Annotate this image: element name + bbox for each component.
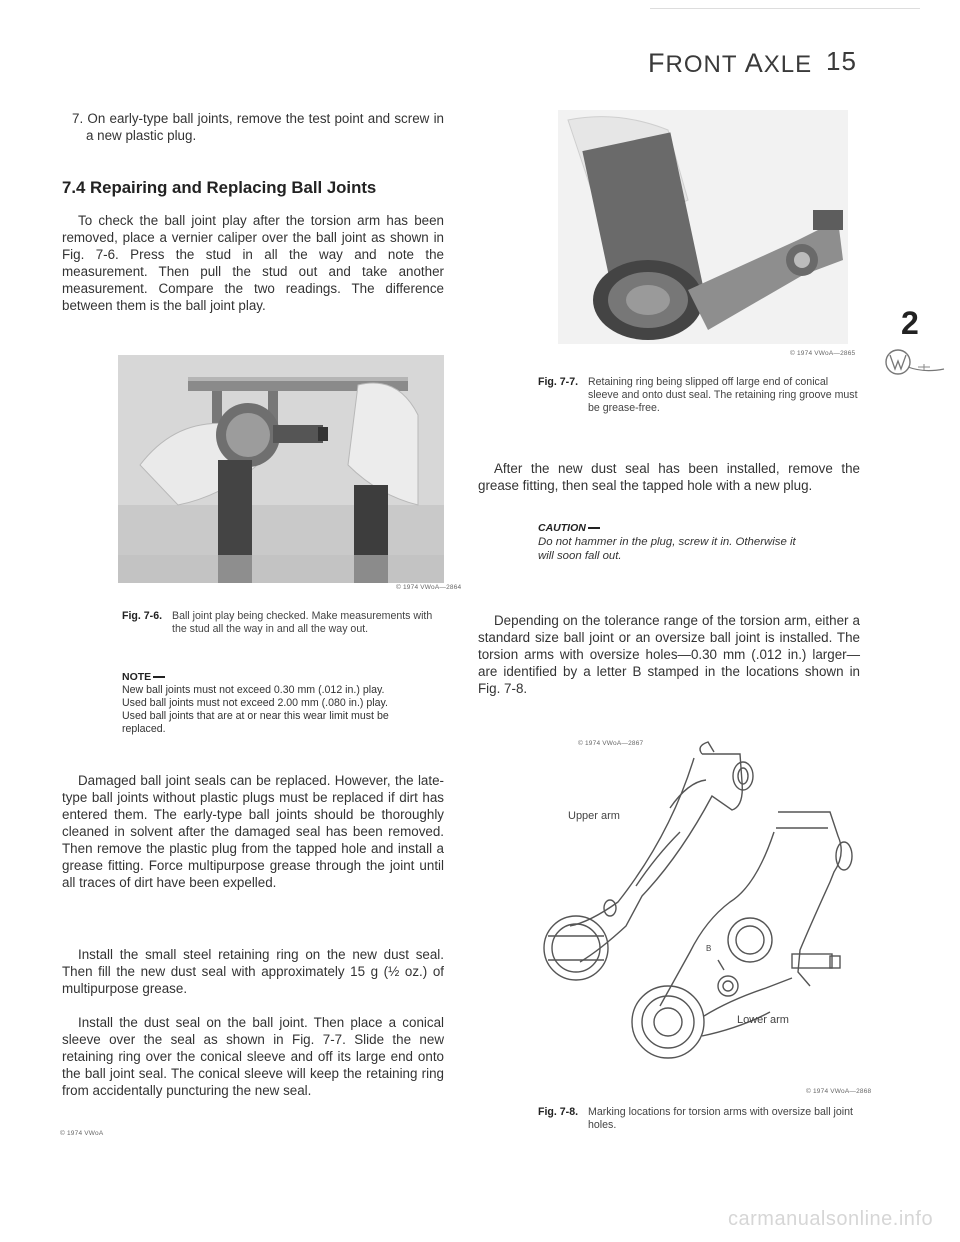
vw-logo-icon: [884, 345, 948, 381]
paragraph-retaining-ring: Install the small steel retaining ring on the new dust seal. Then fill the new dust seal with approximately 15 g (½ oz.) of multipurpose grease.: [62, 947, 444, 996]
watermark: carmanualsonline.info: [728, 1208, 934, 1230]
fig-7-8-caption-text: Marking locations for torsion arms with oversize ball joint holes.: [588, 1106, 853, 1131]
caution-heading: CAUTION: [538, 522, 808, 534]
fig-7-8-code-top: © 1974 VWoA—2867: [578, 740, 644, 747]
running-title: [648, 48, 812, 79]
caution-box: [538, 522, 808, 563]
fig-7-7-caption: [538, 376, 858, 415]
fig-7-8-code-bottom: © 1974 VWoA—2868: [806, 1088, 872, 1095]
note-text: New ball joints must not exceed 0.30 mm (.012 in.) play. Used ball joints must not exceed 2.00 mm (.080 in.) play. Used ball joints that are at or near this wear limit must be replaced.: [122, 684, 389, 735]
running-title-part1: RONT: [665, 51, 745, 78]
paragraph-tolerance-range: Depending on the tolerance range of the torsion arm, either a standard size ball joint or an oversize ball joint is installed. The torsion arms with oversize holes—0.30 mm (.012 in.) larger—are identified by a letter B stamped in the locations shown in Fig. 7-8.: [478, 613, 860, 696]
top-rule: [650, 8, 920, 9]
fig-7-7-caption-text: Retaining ring being slipped off large end of conical sleeve and onto dust seal. The retaining ring groove must be grease-free.: [588, 376, 858, 414]
footer-code: © 1974 VWoA: [60, 1130, 104, 1137]
figure-7-8-drawing: [530, 736, 870, 1072]
note-heading: NOTE: [122, 671, 412, 683]
paragraph-install-dust-seal: Install the dust seal on the ball joint. Then place a conical sleeve over the seal as shown in Fig. 7-7. Slide the new retaining ring over the conical sleeve and off its large end onto the ball joint seal. The conical sleeve will keep the retaining ring from accidentally puncturing the new seal.: [62, 1015, 444, 1098]
fig-7-8-label: Fig. 7-8.: [538, 1106, 579, 1118]
chapter-number: 2: [901, 305, 919, 341]
section-title: 7.4 Repairing and Replacing Ball Joints: [62, 178, 377, 197]
fig-7-7-label: Fig. 7-7.: [538, 376, 579, 388]
fig-7-8-b-label: B: [706, 944, 712, 953]
fig-7-8-upper-arm-label: Upper arm: [568, 810, 620, 822]
fig-7-8-lower-arm-label: Lower arm: [737, 1014, 789, 1026]
running-title-initial-a: A: [744, 48, 764, 78]
figure-7-6-photo: [118, 355, 444, 583]
step-7: [64, 110, 444, 144]
paragraph-ball-joint-play: To check the ball joint play after the torsion arm has been removed, place a vernier caliper over the ball joint as shown in Fig. 7-6. Press the stud in all the way and note the measurement. Then pull the stud out and take another measurement. Compare the two readings. The difference between them is the ball joint play.: [62, 213, 444, 313]
fig-7-6-label: Fig. 7-6.: [122, 610, 163, 622]
note-box: [122, 671, 412, 736]
figure-7-7-photo: [558, 110, 848, 344]
running-title-initial-f: F: [648, 48, 666, 78]
paragraph-after-dust-seal: After the new dust seal has been installed, remove the grease fitting, then seal the tapped hole with a new plug.: [478, 461, 860, 493]
step-7-text: 7. On early-type ball joints, remove the test point and screw in a new plastic plug.: [72, 111, 444, 143]
page-number: 15: [826, 46, 857, 76]
fig-7-8-caption: [538, 1106, 860, 1132]
fig-7-7-code: © 1974 VWoA—2865: [790, 350, 856, 357]
fig-7-6-caption: [122, 610, 444, 636]
fig-7-6-caption-text: Ball joint play being checked. Make measurements with the stud all the way in and all the way out.: [172, 610, 433, 635]
running-title-part2: XLE: [763, 51, 813, 78]
fig-7-6-code: © 1974 VWoA—2864: [396, 584, 462, 591]
caution-text: Do not hammer in the plug, screw it in. Otherwise it will soon fall out.: [538, 536, 796, 562]
paragraph-damaged-seals: Damaged ball joint seals can be replaced. However, the late-type ball joints without plastic plugs must be replaced if dirt has entered them. The early-type ball joints should be thoroughly cleaned in solvent after the damaged seal has been removed. Then remove the plastic plug from the tapped hole and install a grease fitting. Force multipurpose grease through the joint until all traces of dirt have been expelled.: [62, 773, 444, 890]
